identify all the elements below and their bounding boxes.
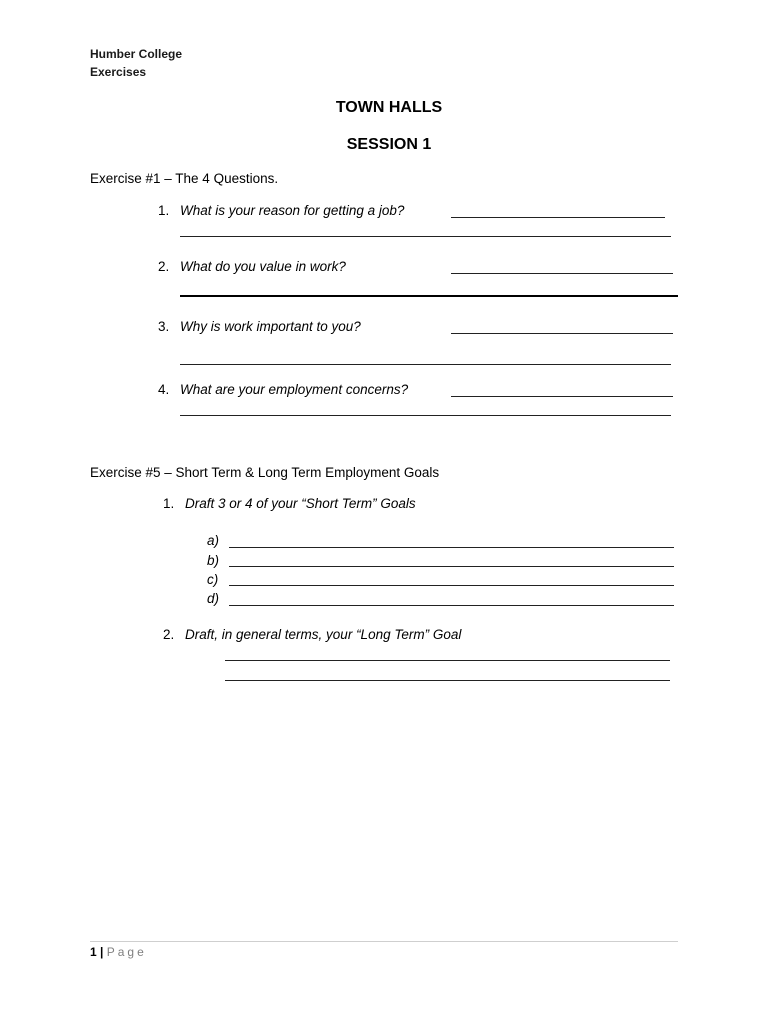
goal-letter-b: b) xyxy=(207,553,220,568)
answer-line[interactable] xyxy=(180,236,671,237)
question-4-number: 4. xyxy=(158,382,170,397)
answer-line[interactable] xyxy=(451,217,665,218)
question-3-text: Why is work important to you? xyxy=(180,319,361,334)
question-1-text: What is your reason for getting a job? xyxy=(180,203,405,218)
answer-line[interactable] xyxy=(180,415,671,416)
question-2-number: 2. xyxy=(158,259,170,274)
question-3-number: 3. xyxy=(158,319,170,334)
answer-line[interactable] xyxy=(180,364,671,365)
answer-line[interactable] xyxy=(229,566,674,567)
answer-line[interactable] xyxy=(229,605,674,606)
page-footer xyxy=(90,945,147,959)
answer-line[interactable] xyxy=(451,396,673,397)
page-separator: | xyxy=(100,945,104,959)
exercise1-heading: Exercise #1 – The 4 Questions. xyxy=(90,171,279,186)
exercise5-heading: Exercise #5 – Short Term & Long Term Employment Goals xyxy=(90,465,440,480)
answer-line[interactable] xyxy=(180,295,678,297)
header-section: Exercises xyxy=(90,65,147,79)
page-number: 1 xyxy=(90,945,97,959)
question-4-text: What are your employment concerns? xyxy=(180,382,409,397)
answer-line[interactable] xyxy=(229,547,674,548)
page-title: TOWN HALLS xyxy=(335,99,443,116)
exercise5-item2-number: 2. xyxy=(163,627,175,642)
answer-line[interactable] xyxy=(451,273,673,274)
footer-divider xyxy=(90,941,678,942)
answer-line[interactable] xyxy=(225,680,670,681)
question-2-text: What do you value in work? xyxy=(180,259,346,274)
goal-letter-d: d) xyxy=(207,591,220,606)
header-org: Humber College xyxy=(90,47,183,61)
page-label: Page xyxy=(106,945,147,959)
answer-line[interactable] xyxy=(451,333,673,334)
answer-line[interactable] xyxy=(225,660,670,661)
page-subtitle: SESSION 1 xyxy=(346,136,432,153)
goal-letter-c: c) xyxy=(207,572,219,587)
question-1-number: 1. xyxy=(158,203,170,218)
exercise5-item1-number: 1. xyxy=(163,496,175,511)
goal-letter-a: a) xyxy=(207,533,220,548)
exercise5-item2-text: Draft, in general terms, your “Long Term” Goal xyxy=(185,627,462,642)
answer-line[interactable] xyxy=(229,585,674,586)
exercise5-item1-text: Draft 3 or 4 of your “Short Term” Goals xyxy=(185,496,416,511)
